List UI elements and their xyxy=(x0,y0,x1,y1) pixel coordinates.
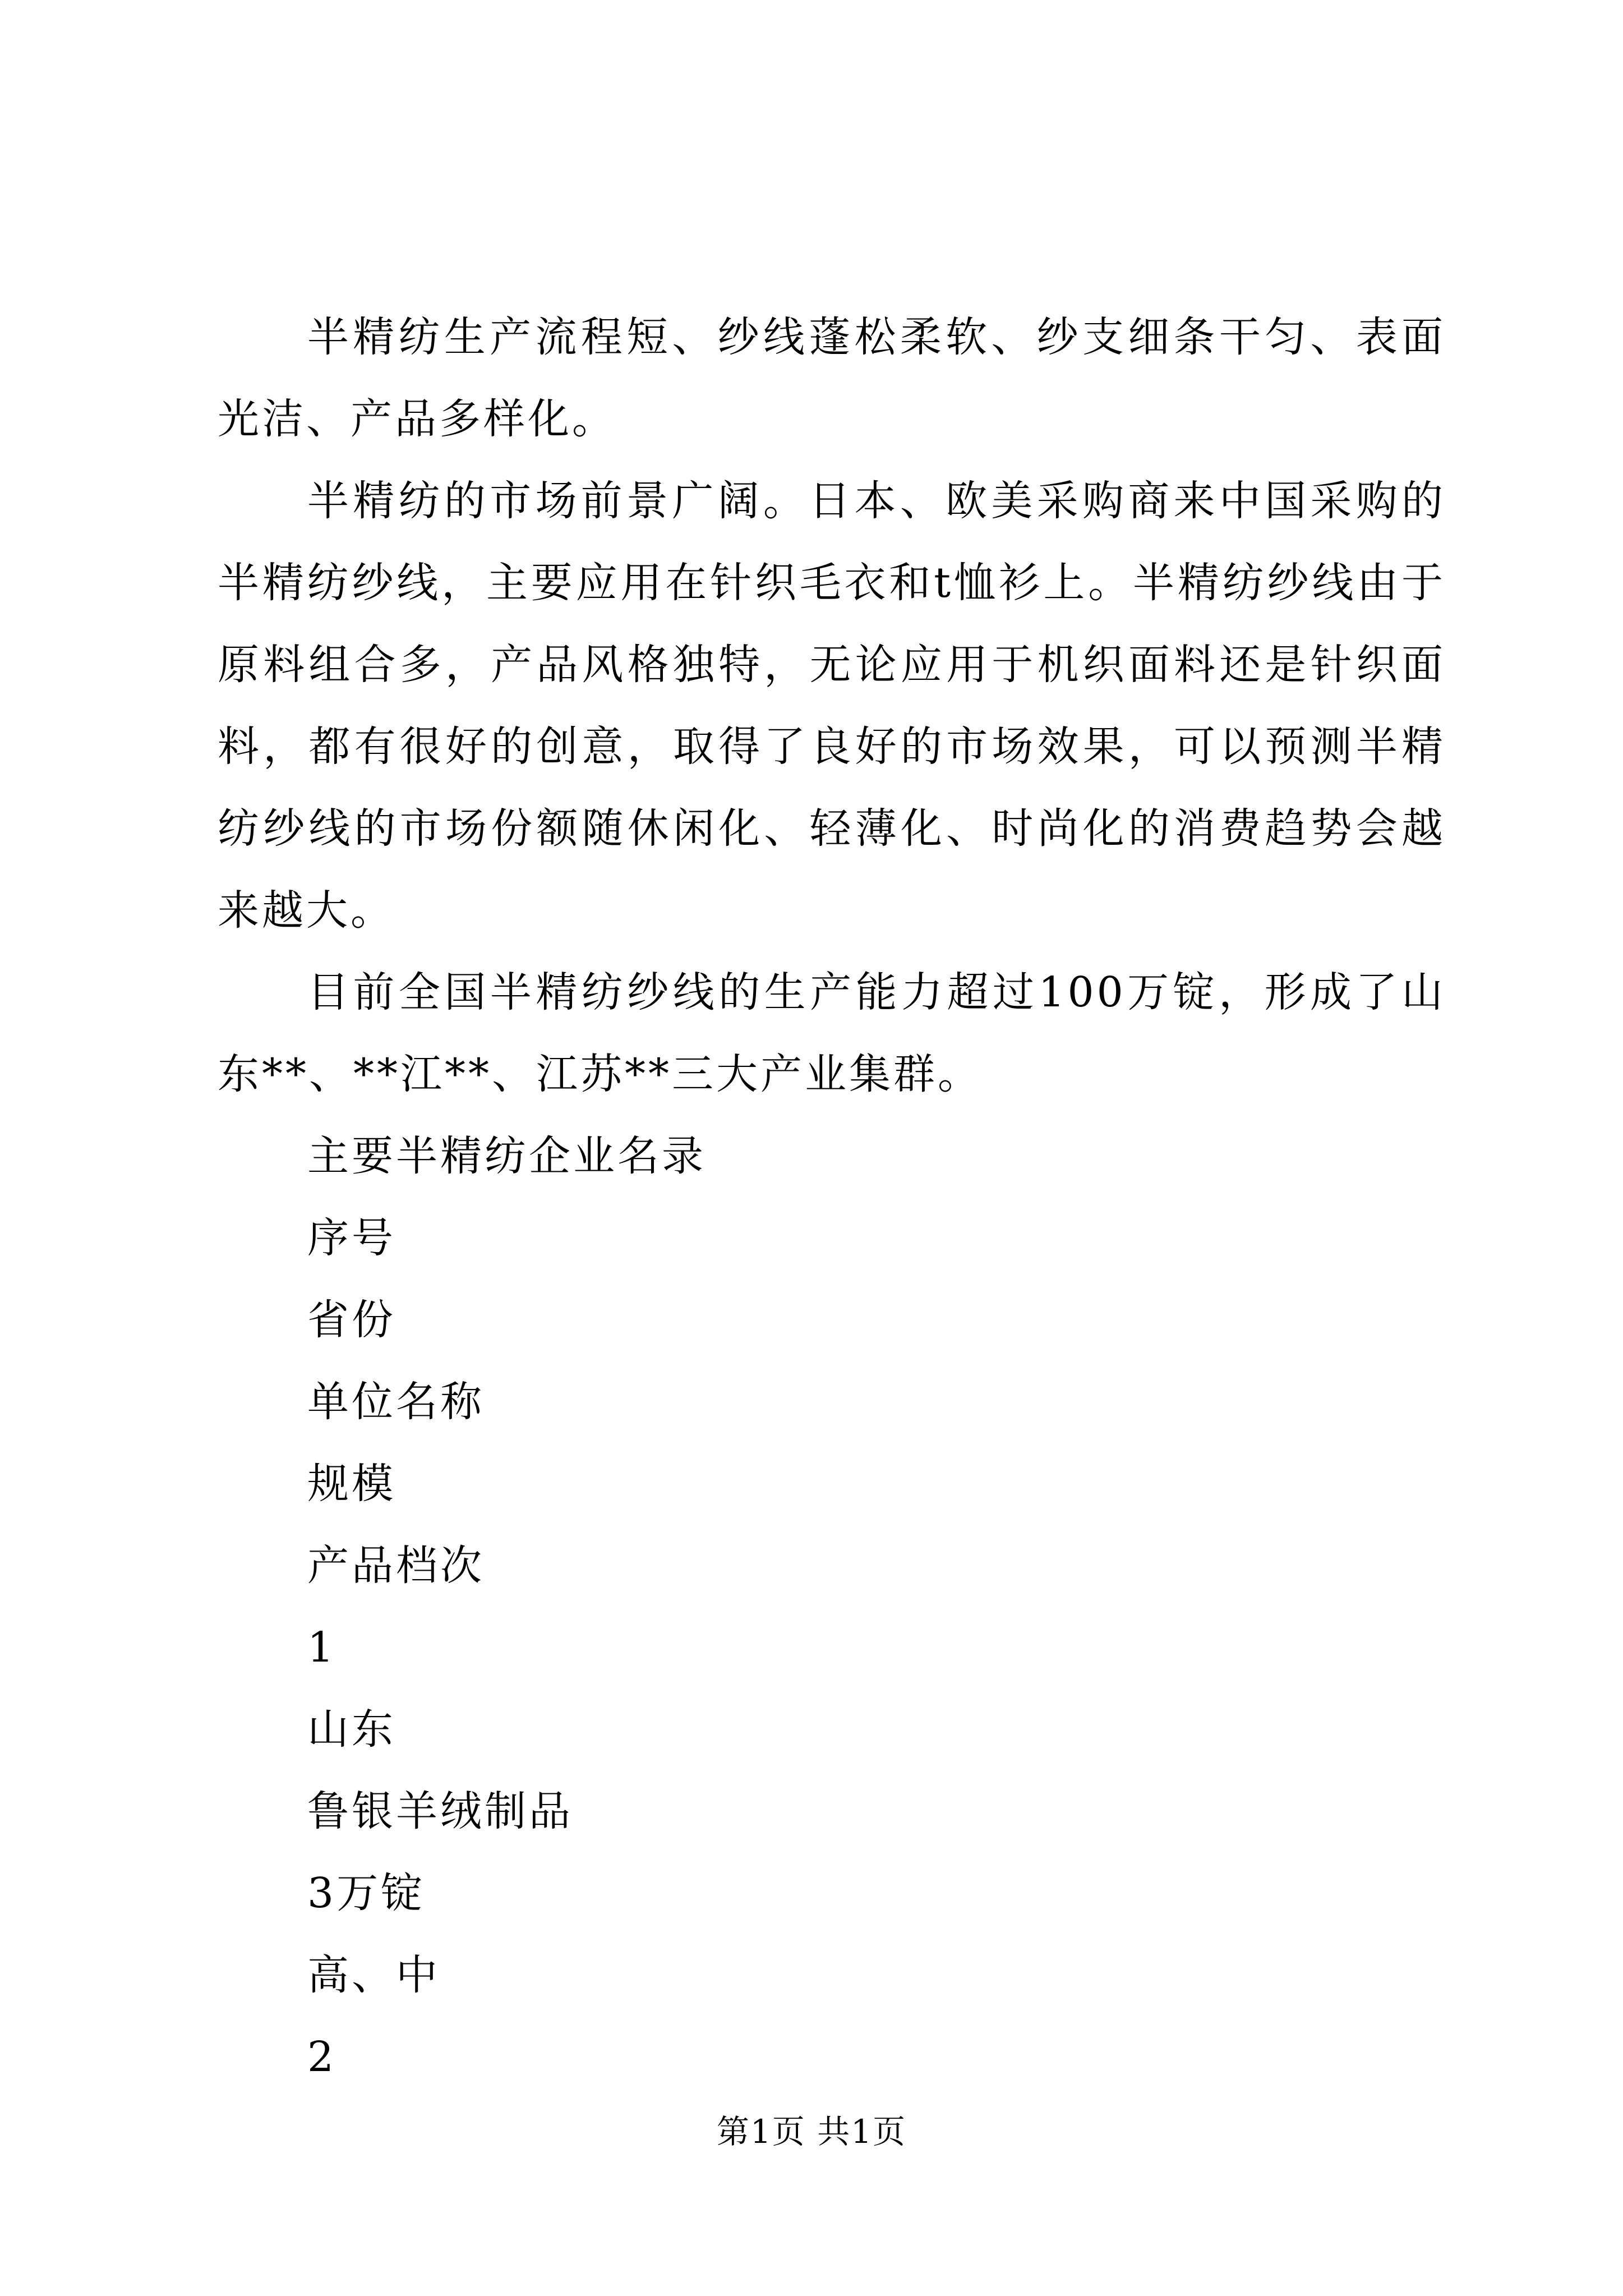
table-cell: 山东 xyxy=(307,1705,396,1754)
table-cell: 高、中 xyxy=(307,1951,440,1999)
table-header-cell: 规模 xyxy=(307,1460,396,1508)
document-body xyxy=(218,296,1446,2098)
table-header-cell: 单位名称 xyxy=(307,1378,485,1426)
table-header-cell: 产品档次 xyxy=(307,1542,485,1590)
table-cell: 鲁银羊绒制品 xyxy=(307,1787,573,1835)
page-footer: 第1页 共1页 xyxy=(716,2113,907,2151)
table-cell: 2 xyxy=(307,2033,337,2081)
paragraph-3: 目前全国半精纺纱线的生产能力超过100万锭，形成了山东**、**江**、江苏**三大产业集群。 xyxy=(218,968,1446,1098)
table-title: 主要半精纺企业名录 xyxy=(307,1132,706,1180)
table-cell: 1 xyxy=(307,1623,337,1672)
paragraph-1: 半精纺生产流程短、纱线蓬松柔软、纱支细条干匀、表面光洁、产品多样化。 xyxy=(218,313,1446,443)
table-header-cell: 序号 xyxy=(307,1214,396,1262)
paragraph-2: 半精纺的市场前景广阔。日本、欧美采购商来中国采购的半精纺纱线，主要应用在针织毛衣和t恤衫上。半精纺纱线由于原料组合多，产品风格独特，无论应用于机织面料还是针织面料，都有很好的创意，取得了良好的市场效果，可以预测半精纺纱线的市场份额随休闲化、轻薄化、时尚化的消费趋势会越来越大。 xyxy=(218,477,1446,935)
table-header-cell: 省份 xyxy=(307,1296,396,1344)
table-cell: 3万锭 xyxy=(307,1869,426,1917)
